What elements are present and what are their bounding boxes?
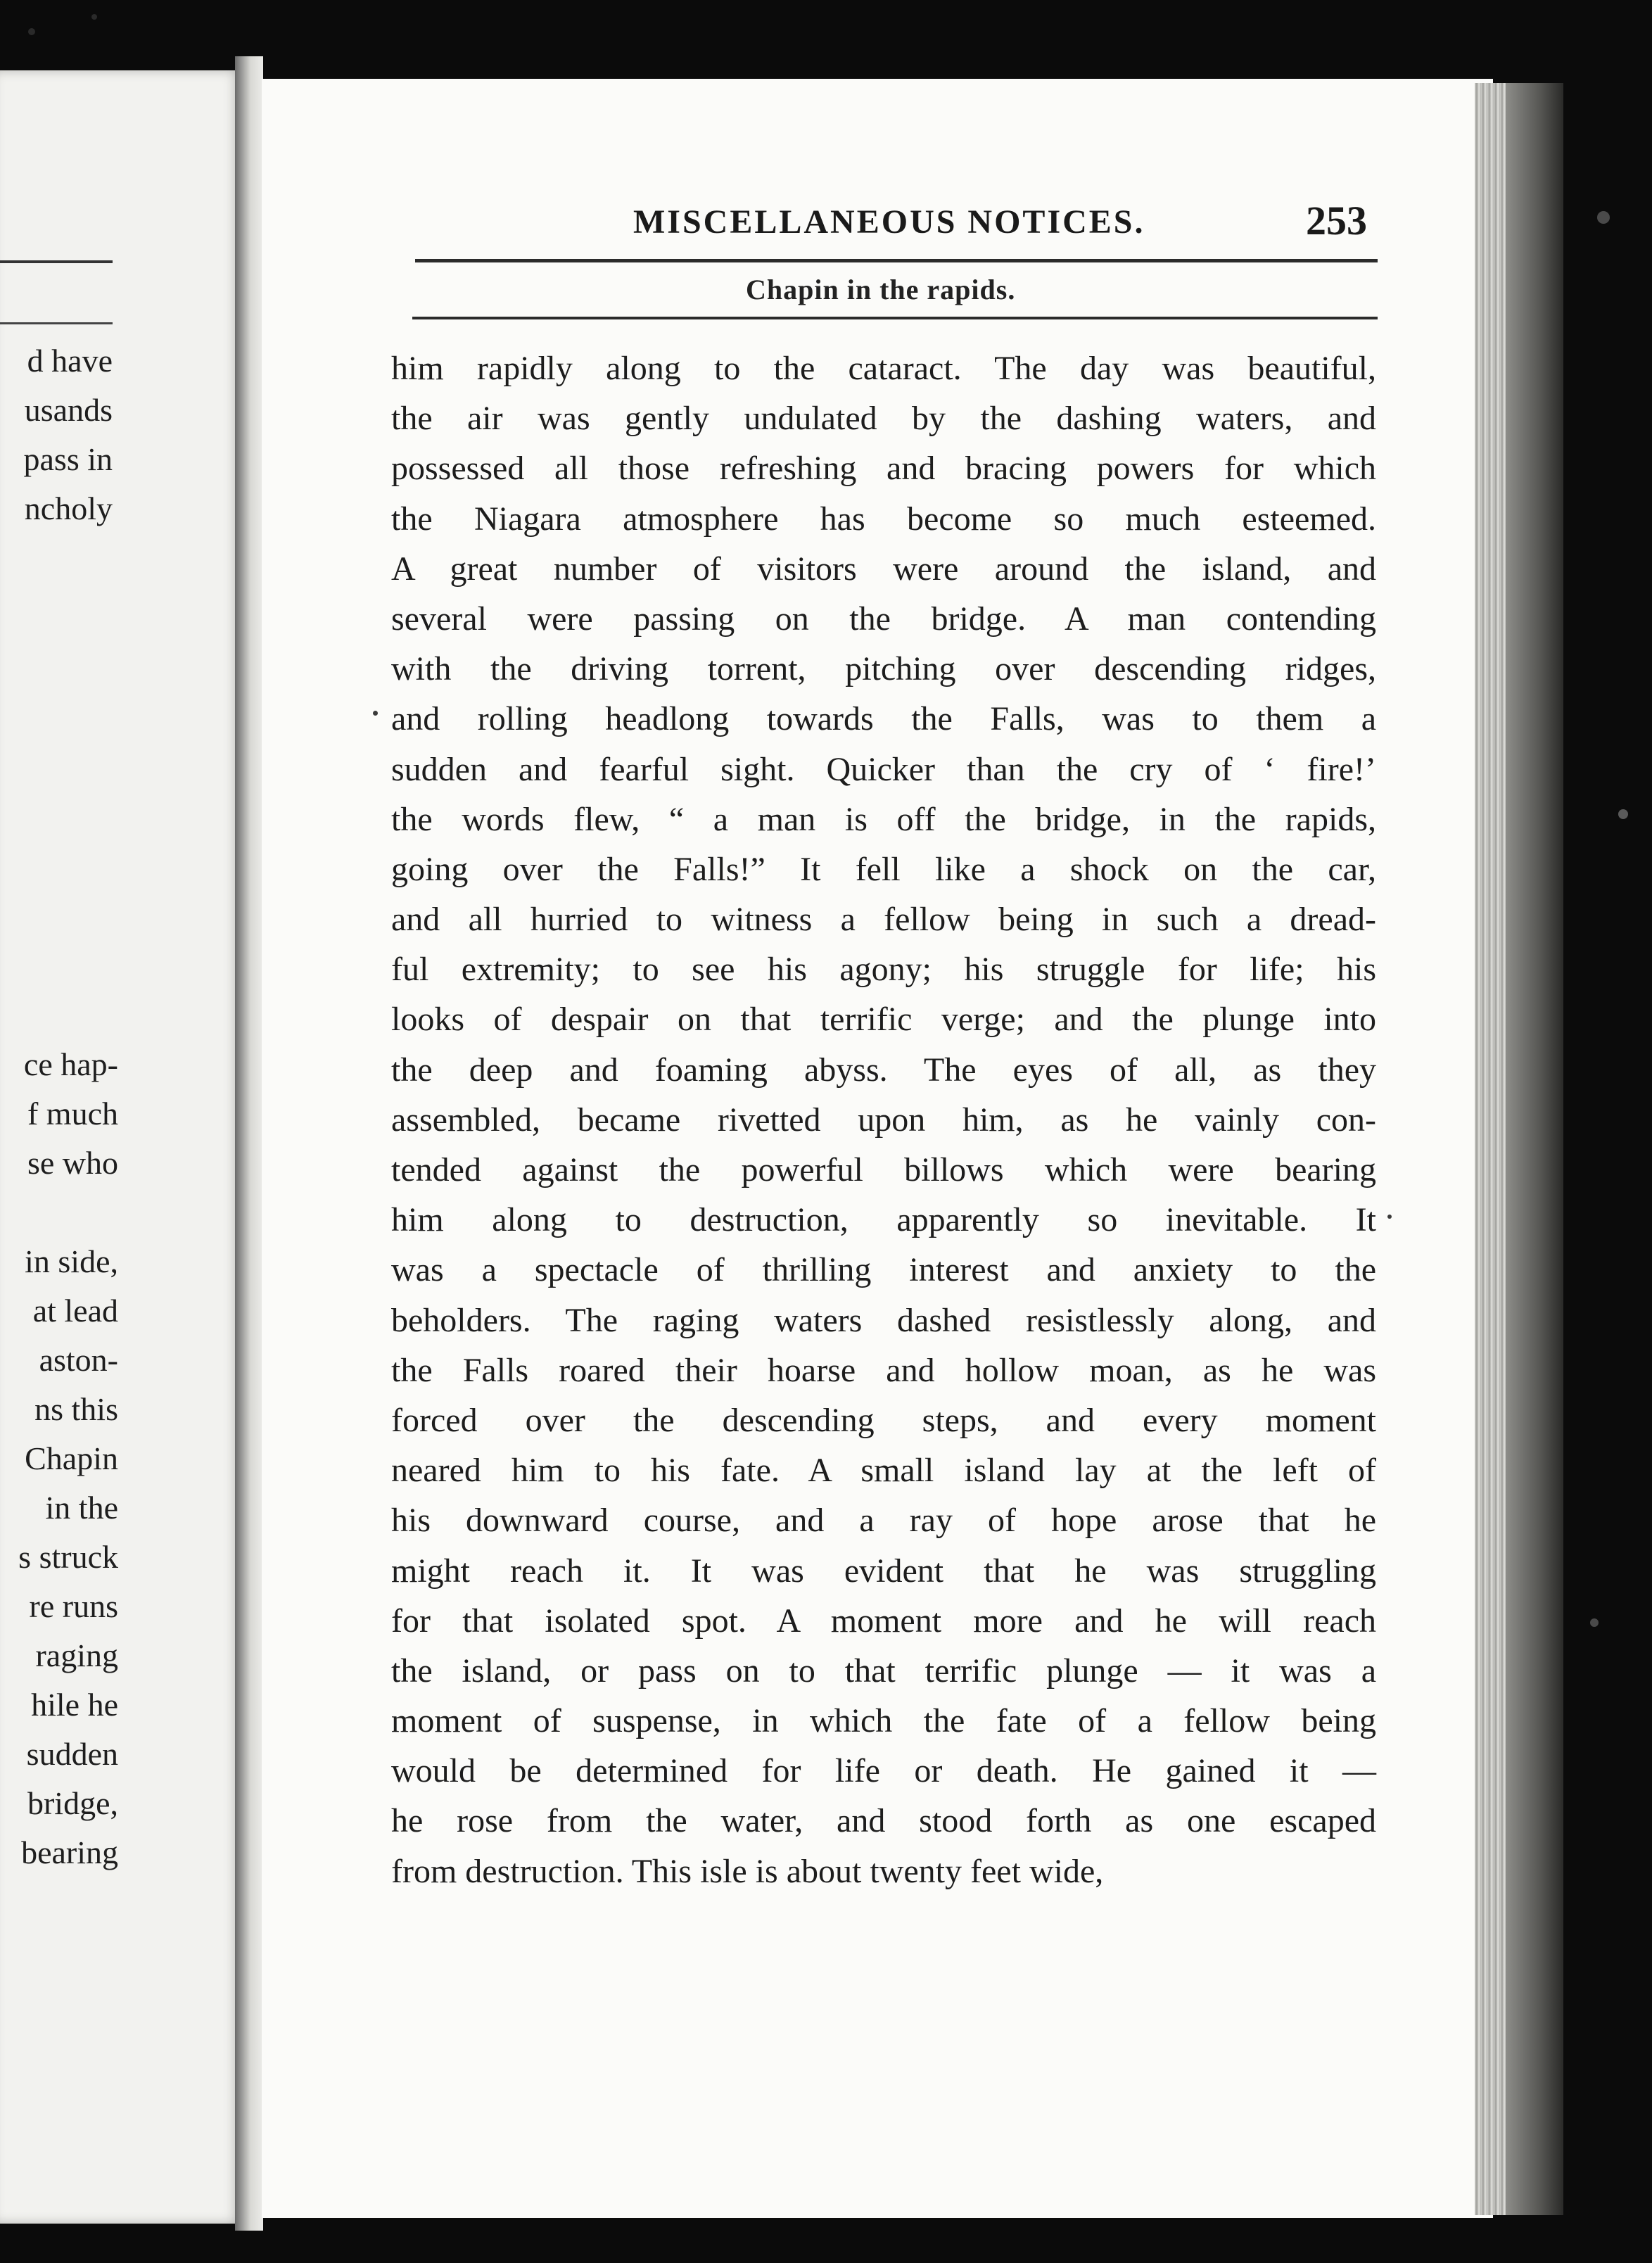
previous-page-fragment [0, 70, 242, 2224]
left-page-line: ce hap- [23, 1046, 118, 1082]
left-page-line: in side, [25, 1243, 118, 1279]
left-page-line: bearing [21, 1834, 118, 1870]
text-line: might reach it. It was evident that he was struggling [391, 1552, 1376, 1590]
text-line: the Falls roared their hoarse and hollow moan, as he was [391, 1351, 1376, 1389]
text-line: would be determined for life or death. He gained it — [391, 1752, 1376, 1790]
left-page-line: se who [27, 1145, 118, 1181]
header-rule [415, 259, 1378, 262]
text-line: his downward course, and a ray of hope arose that he [391, 1502, 1376, 1540]
text-line: the air was gently undulated by the dashing waters, and [391, 400, 1376, 438]
left-page-line: ncholy [24, 490, 113, 526]
body-text [391, 343, 1376, 1896]
ink-speck [373, 711, 378, 716]
book-gutter [235, 56, 263, 2231]
left-page-line: Chapin [25, 1440, 118, 1476]
running-head: MISCELLANEOUS NOTICES. [633, 203, 1145, 241]
left-page-line: re runs [29, 1588, 118, 1624]
text-line: was a spectacle of thrilling interest and anxiety to the [391, 1251, 1376, 1289]
left-page-line: aston- [39, 1342, 118, 1378]
page-edge-shadow [1506, 83, 1563, 2215]
scan-noise [1618, 809, 1628, 819]
left-page-line: raging [35, 1637, 118, 1673]
left-page-line: hile he [31, 1687, 118, 1723]
left-page-line: sudden [26, 1736, 118, 1772]
text-line: the words flew, “ a man is off the bridge, in the rapids, [391, 800, 1376, 838]
scan-noise [1597, 211, 1610, 224]
left-page-line: ns this [34, 1391, 118, 1427]
text-line: sudden and fearful sight. Quicker than the cry of ‘ fire!’ [391, 750, 1376, 788]
left-page-line: pass in [23, 441, 113, 477]
text-line: ful extremity; to see his agony; his struggle for life; his [391, 951, 1376, 989]
text-line: with the driving torrent, pitching over descending ridges, [391, 650, 1376, 688]
text-line: the island, or pass on to that terrific plunge — it was a [391, 1652, 1376, 1690]
text-line: and rolling headlong towards the Falls, was to them a [391, 700, 1376, 738]
text-line: for that isolated spot. A moment more and he will reach [391, 1602, 1376, 1640]
scan-noise [28, 28, 35, 35]
text-line: he rose from the water, and stood forth as one escaped [391, 1802, 1376, 1840]
text-line: him rapidly along to the cataract. The day was beautiful, [391, 350, 1376, 387]
text-line: forced over the descending steps, and every moment [391, 1401, 1376, 1439]
text-line: A great number of visitors were around the island, and [391, 550, 1376, 588]
text-line: neared him to his fate. A small island lay at the left of [391, 1452, 1376, 1490]
section-subhead: Chapin in the rapids. [746, 274, 1016, 305]
ink-speck [1387, 1215, 1392, 1219]
left-page-line: bridge, [27, 1785, 118, 1821]
text-line: the deep and foaming abyss. The eyes of all, as they [391, 1051, 1376, 1089]
text-line: from destruction. This isle is about twenty feet wide, [391, 1852, 1104, 1890]
text-line: going over the Falls!” It fell like a shock on the car, [391, 850, 1376, 888]
scan-noise [1590, 1618, 1599, 1627]
header-rule [412, 317, 1378, 319]
left-page-line: usands [24, 392, 113, 428]
text-line: him along to destruction, apparently so inevitable. It [391, 1201, 1376, 1239]
text-line: looks of despair on that terrific verge; and the plunge into [391, 1001, 1376, 1039]
text-line: beholders. The raging waters dashed resistlessly along, and [391, 1301, 1376, 1339]
text-line: and all hurried to witness a fellow being in such a dread- [391, 901, 1376, 939]
text-line: tended against the powerful billows which were bearing [391, 1151, 1376, 1188]
text-line: assembled, became rivetted upon him, as he vainly con- [391, 1101, 1376, 1139]
left-page-line: f much [27, 1096, 118, 1132]
text-line: moment of suspense, in which the fate of a fellow being [391, 1702, 1376, 1740]
scan-noise [91, 14, 97, 20]
left-page-line: d have [27, 343, 113, 379]
left-page-line: s struck [18, 1539, 118, 1575]
left-page-rule [0, 260, 113, 263]
left-page-line: in the [45, 1490, 118, 1526]
left-page-rule [0, 322, 113, 324]
left-page-line: at lead [32, 1293, 118, 1329]
text-line: the Niagara atmosphere has become so much esteemed. [391, 500, 1376, 538]
text-line: several were passing on the bridge. A man contending [391, 600, 1376, 638]
text-line: possessed all those refreshing and bracing powers for which [391, 450, 1376, 488]
page-number: 253 [1306, 198, 1367, 243]
